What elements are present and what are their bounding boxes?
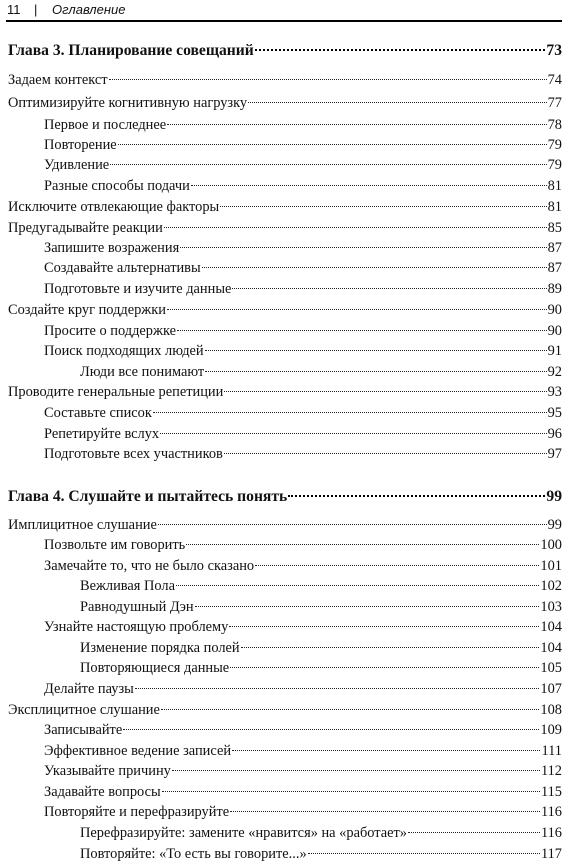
toc-page-number: 81 — [547, 178, 562, 194]
toc-entry — [44, 403, 562, 423]
toc-entry — [44, 321, 562, 341]
toc-entry-title: Разные способы подачи — [44, 178, 190, 194]
toc-page-number: 116 — [540, 804, 562, 820]
dot-leader — [195, 606, 540, 607]
toc-entry — [8, 93, 562, 113]
toc-entry — [80, 658, 562, 678]
toc-entry-title: Подготовьте и изучите данные — [44, 281, 232, 297]
toc-page-number: 105 — [540, 660, 562, 676]
toc-page-number: 117 — [540, 846, 562, 862]
toc-chapter — [8, 40, 562, 62]
dot-leader — [220, 206, 546, 207]
dot-leader — [123, 729, 539, 730]
dot-leader — [180, 247, 546, 248]
toc-entry-title: Вежливая Пола — [80, 578, 175, 594]
dot-leader — [202, 267, 547, 268]
toc-entry-title: Замечайте то, что не было сказано — [44, 558, 255, 574]
toc-entry-title: Эффективное ведение записей — [44, 743, 232, 759]
toc-entry-title: Повторяйте: «То есть вы говорите...» — [80, 846, 307, 862]
toc-page-number: 78 — [547, 117, 562, 133]
toc-entry-title: Изменение порядка полей — [80, 640, 240, 656]
toc-page-number: 90 — [547, 302, 562, 318]
header-page-number: 11 — [7, 2, 21, 17]
dot-leader — [153, 412, 547, 413]
toc-entry — [44, 802, 562, 822]
toc-entry — [44, 444, 562, 464]
toc-entry-title: Делайте паузы — [44, 681, 134, 697]
toc-entry-title: Проводите генеральные репетиции — [8, 384, 224, 400]
toc-page-number: 112 — [540, 763, 562, 779]
toc-entry-title: Предугадывайте реакции — [8, 220, 163, 236]
toc-entry — [44, 176, 562, 196]
dot-leader — [177, 330, 547, 331]
toc-page-number: 81 — [547, 199, 562, 215]
toc-entry-title: Удивление — [44, 157, 110, 173]
toc-page-number: 99 — [547, 517, 562, 533]
toc-entry-title: Люди все понимают — [80, 364, 205, 380]
toc-entry-title: Глава 3. Планирование совещаний — [8, 42, 254, 59]
toc-entry — [8, 300, 562, 320]
dot-leader — [232, 750, 540, 751]
dot-leader — [229, 626, 539, 627]
toc-entry-title: Подготовьте всех участников — [44, 446, 223, 462]
toc-page-number: 89 — [547, 281, 562, 297]
dot-leader — [230, 667, 539, 668]
toc-entry-title: Глава 4. Слушайте и пытайтесь понять — [8, 488, 288, 505]
toc-page-number: 104 — [540, 619, 562, 635]
toc-entry — [44, 155, 562, 175]
toc-entry — [80, 362, 562, 382]
toc-page-number: 100 — [540, 537, 562, 553]
dot-leader — [172, 770, 540, 771]
dot-leader — [230, 811, 540, 812]
toc-entry — [44, 741, 562, 761]
toc-entry — [8, 197, 562, 217]
dot-leader — [167, 124, 546, 125]
toc-entry — [44, 617, 562, 637]
dot-leader — [161, 709, 540, 710]
toc-entry-title: Имплицитное слушание — [8, 517, 157, 533]
toc-page-number: 109 — [540, 722, 562, 738]
dot-leader — [162, 791, 540, 792]
toc-page-number: 108 — [540, 702, 562, 718]
toc-entry — [8, 382, 562, 402]
dot-leader — [176, 585, 539, 586]
toc-entry-title: Создайте круг поддержки — [8, 302, 166, 318]
toc-entry-title: Создавайте альтернативы — [44, 260, 201, 276]
toc-page-number: 79 — [547, 157, 562, 173]
dot-leader — [110, 164, 546, 165]
toc-page-number: 91 — [547, 343, 562, 359]
toc-page-number: 93 — [547, 384, 562, 400]
toc-entry — [80, 597, 562, 617]
toc-entry — [44, 341, 562, 361]
toc-entry-title: Первое и последнее — [44, 117, 167, 133]
dot-leader — [109, 79, 547, 80]
toc-page-number: 99 — [546, 488, 562, 505]
toc-page-number: 107 — [540, 681, 562, 697]
dot-leader — [158, 524, 547, 525]
toc-page-number: 115 — [540, 784, 562, 800]
toc-entry-title: Исключите отвлекающие факторы — [8, 199, 220, 215]
toc-entry — [8, 700, 562, 720]
toc-entry-title: Узнайте настоящую проблему — [44, 619, 229, 635]
toc-entry — [44, 135, 562, 155]
toc-entry — [80, 844, 562, 864]
toc-page-number: 87 — [547, 260, 562, 276]
dot-leader — [224, 453, 547, 454]
dot-leader — [118, 144, 547, 145]
dot-leader — [191, 185, 547, 186]
toc-page-number: 96 — [547, 426, 562, 442]
toc-entry — [44, 279, 562, 299]
dot-leader — [167, 309, 547, 310]
toc-entry-title: Запишите возражения — [44, 240, 180, 256]
toc-page-number: 77 — [547, 95, 562, 111]
toc-entry — [44, 424, 562, 444]
toc-entry — [8, 70, 562, 90]
toc-page-number: 104 — [540, 640, 562, 656]
toc-entry — [44, 720, 562, 740]
toc-entry — [44, 679, 562, 699]
toc-entry-title: Эксплицитное слушание — [8, 702, 160, 718]
toc-entry — [44, 761, 562, 781]
toc-entry-title: Просите о поддержке — [44, 323, 176, 339]
toc-page-number: 73 — [546, 42, 562, 59]
header-title: Оглавление — [52, 2, 126, 17]
toc-entry-title: Указывайте причину — [44, 763, 171, 779]
toc-page-number: 90 — [547, 323, 562, 339]
toc-entry — [8, 218, 562, 238]
toc-entry — [80, 823, 562, 843]
toc-entry — [8, 515, 562, 535]
dot-leader — [255, 565, 539, 566]
toc-entry-title: Повторяйте и перефразируйте — [44, 804, 230, 820]
dot-leader — [186, 544, 539, 545]
toc-entry-title: Равнодушный Дэн — [80, 599, 194, 615]
toc-entry-title: Репетируйте вслух — [44, 426, 160, 442]
toc-page-number: 97 — [547, 446, 562, 462]
dot-leader — [160, 433, 546, 434]
toc-page-number: 116 — [540, 825, 562, 841]
toc-page-number: 74 — [547, 72, 562, 88]
toc-entry — [44, 556, 562, 576]
header-separator: | — [34, 2, 38, 17]
toc-page-number: 79 — [547, 137, 562, 153]
dot-leader — [288, 495, 545, 497]
dot-leader — [205, 350, 547, 351]
toc-entry — [44, 115, 562, 135]
toc-entry-title: Позвольте им говорить — [44, 537, 186, 553]
dot-leader — [232, 288, 546, 289]
toc-page-number: 87 — [547, 240, 562, 256]
toc-entry-title: Перефразируйте: замените «нравится» на «работает» — [80, 825, 408, 841]
toc-entry — [44, 238, 562, 258]
toc-page-number: 103 — [540, 599, 562, 615]
dot-leader — [224, 391, 546, 392]
dot-leader — [135, 688, 540, 689]
toc-entry-title: Задавайте вопросы — [44, 784, 161, 800]
dot-leader — [408, 832, 540, 833]
dot-leader — [248, 102, 547, 103]
toc-page-number: 111 — [541, 743, 562, 759]
toc-page-number: 85 — [547, 220, 562, 236]
dot-leader — [308, 853, 540, 854]
dot-leader — [255, 49, 546, 51]
toc-page-number: 95 — [547, 405, 562, 421]
dot-leader — [241, 647, 540, 648]
toc-entry — [44, 535, 562, 555]
toc-entry-title: Составьте список — [44, 405, 152, 421]
toc-entry-title: Поиск подходящих людей — [44, 343, 204, 359]
dot-leader — [205, 371, 546, 372]
toc-entry — [44, 782, 562, 802]
toc-entry-title: Оптимизируйте когнитивную нагрузку — [8, 95, 248, 111]
toc-entry-title: Повторение — [44, 137, 117, 153]
toc-entry-title: Записывайте — [44, 722, 123, 738]
toc-entry — [44, 258, 562, 278]
toc-entry-title: Повторяющиеся данные — [80, 660, 230, 676]
toc-entry — [80, 638, 562, 658]
toc-entry — [80, 576, 562, 596]
toc-chapter — [8, 486, 562, 508]
dot-leader — [164, 227, 547, 228]
toc-page-number: 92 — [547, 364, 562, 380]
toc-page-number: 102 — [540, 578, 562, 594]
toc-page-number: 101 — [540, 558, 562, 574]
toc-entry-title: Задаем контекст — [8, 72, 108, 88]
